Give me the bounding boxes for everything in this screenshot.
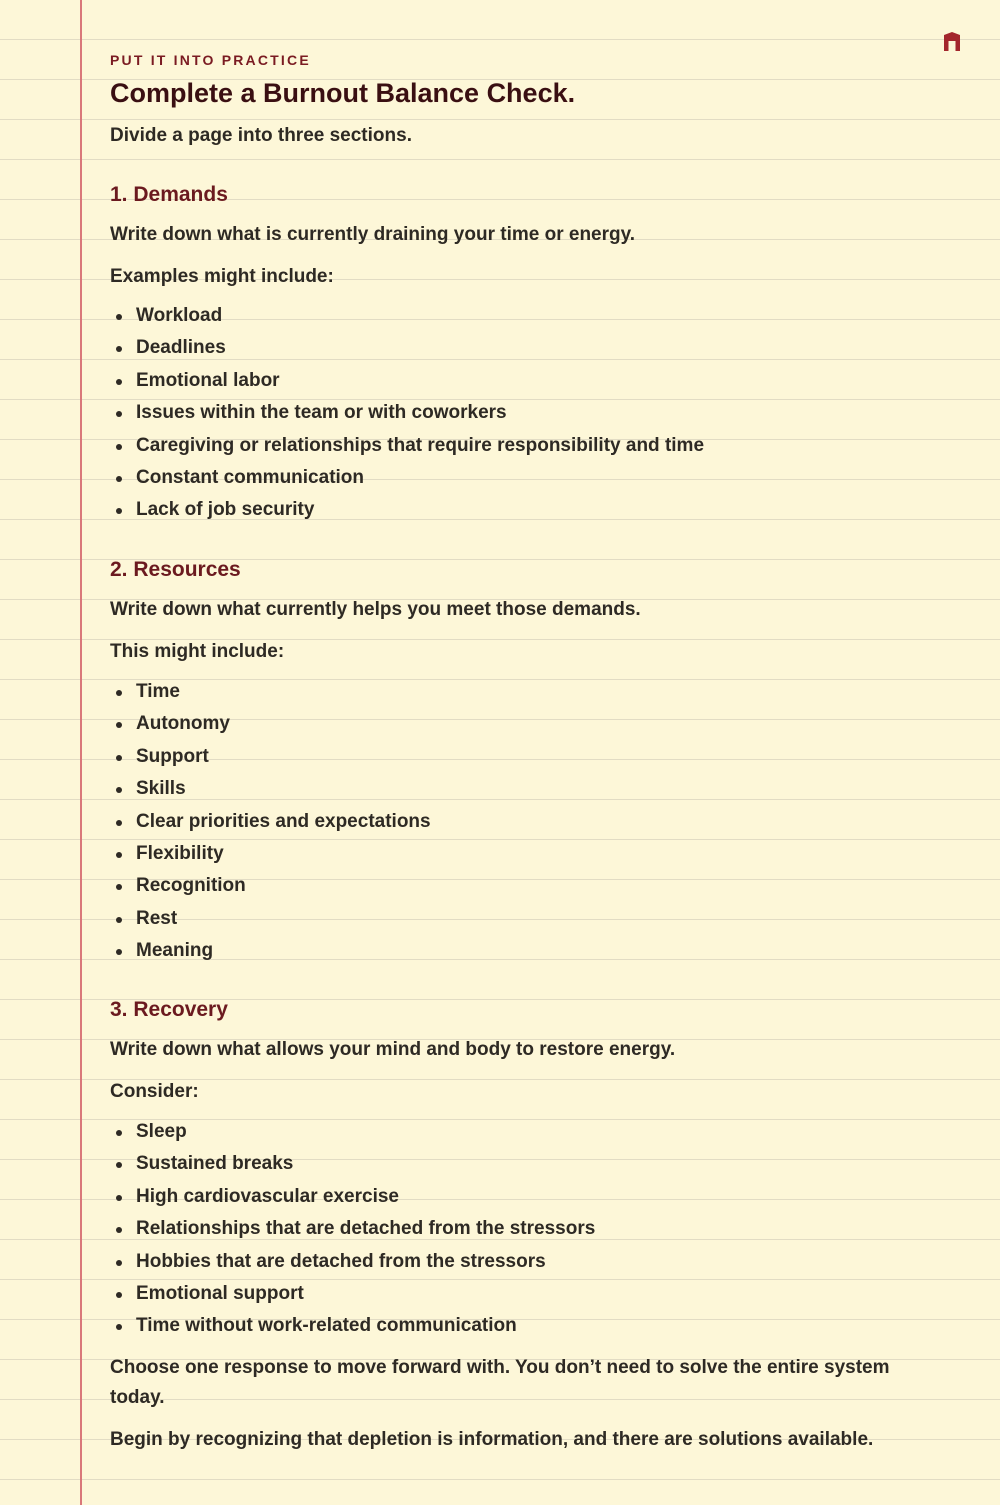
eyebrow-label: PUT IT INTO PRACTICE [110,52,311,68]
section-lead-recovery: Consider: [110,1081,199,1102]
list-item: Sleep [110,1116,595,1148]
list-item: Clear priorities and expectations [110,806,431,838]
intro-text: Divide a page into three sections. [110,125,412,146]
list-item: Autonomy [110,708,431,740]
recovery-list [110,1116,595,1343]
section-instruction-demands: Write down what is currently draining your time or energy. [110,224,636,245]
list-item: Recognition [110,870,431,902]
list-item: Skills [110,773,431,805]
list-item: Meaning [110,935,431,967]
list-item: Lack of job security [110,494,704,526]
list-item: Rest [110,903,431,935]
section-heading-resources: 2. Resources [110,558,241,581]
section-heading-recovery: 3. Recovery [110,998,228,1021]
section-lead-demands: Examples might include: [110,266,334,287]
section-instruction-resources: Write down what currently helps you meet those demands. [110,599,641,620]
resources-list [110,676,431,968]
list-item: Relationships that are detached from the stressors [110,1213,595,1245]
list-item: Emotional labor [110,365,704,397]
list-item: Caregiving or relationships that require responsibility and time [110,430,704,462]
list-item: Constant communication [110,462,704,494]
list-item: Hobbies that are detached from the stressors [110,1246,595,1278]
closing-paragraph-begin: Begin by recognizing that depletion is information, and there are solutions available. [110,1429,874,1450]
list-item: Time [110,676,431,708]
section-lead-resources: This might include: [110,641,285,662]
page-title: Complete a Burnout Balance Check. [110,78,576,108]
closing-paragraph-choose: Choose one response to move forward with. You don’t need to solve the entire system today. [110,1357,890,1408]
list-item: Issues within the team or with coworkers [110,397,704,429]
list-item: Deadlines [110,332,704,364]
section-heading-demands: 1. Demands [110,183,228,206]
shield-logo-icon [942,31,962,53]
demands-list [110,300,704,527]
list-item: Support [110,741,431,773]
section-instruction-recovery: Write down what allows your mind and body to restore energy. [110,1039,676,1060]
list-item: Emotional support [110,1278,595,1310]
list-item: Time without work-related communication [110,1310,595,1342]
list-item: Workload [110,300,704,332]
list-item: High cardiovascular exercise [110,1181,595,1213]
list-item: Sustained breaks [110,1148,595,1180]
notebook-margin-line [80,0,82,1505]
list-item: Flexibility [110,838,431,870]
